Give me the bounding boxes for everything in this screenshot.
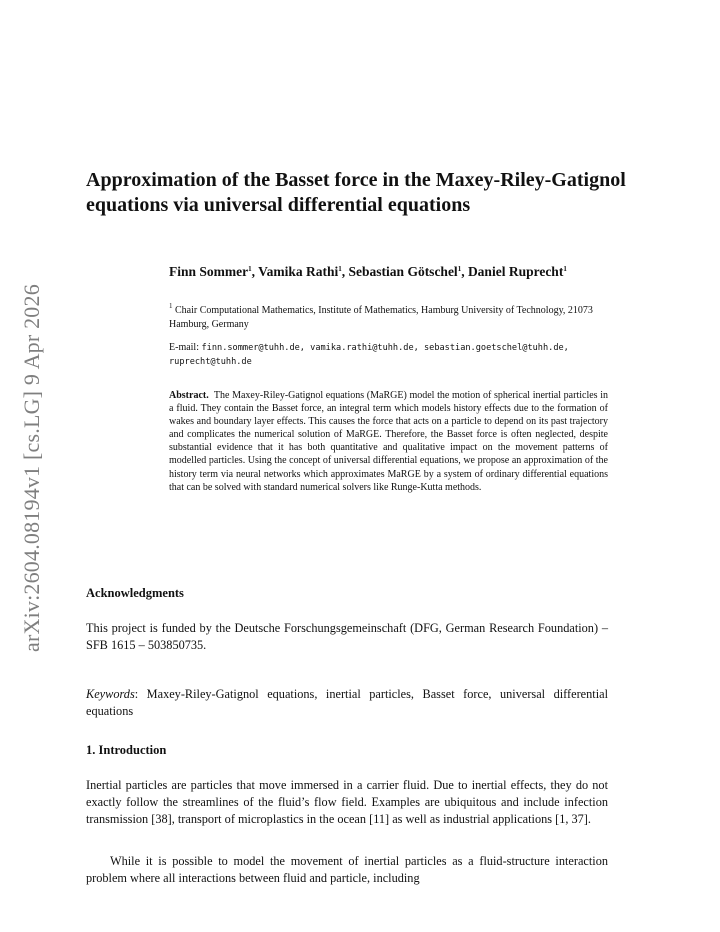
author-affiliation-mark: 1 bbox=[338, 265, 342, 273]
email-block bbox=[169, 341, 608, 369]
acknowledgments-heading: Acknowledgments bbox=[86, 586, 184, 600]
introduction-paragraph: While it is possible to model the movement of inertial particles as a fluid-structure interaction problem where all interactions between fluid and particle, including bbox=[86, 854, 608, 885]
affiliation-mark: 1 bbox=[169, 302, 173, 310]
keywords-text: : Maxey-Riley-Gatignol equations, inertial particles, Basset force, universal differential equations bbox=[86, 687, 608, 718]
affiliation-text: Chair Computational Mathematics, Institute of Mathematics, Hamburg University of Technology, 21073 Hamburg, Germany bbox=[169, 305, 593, 330]
author-name: Sebastian Götschel bbox=[348, 264, 458, 279]
introduction-paragraph: Inertial particles are particles that move immersed in a carrier fluid. Due to inertial effects, they do not exactly follow the streamlines of the fluid’s flow field. Examples are ubiquitous and include infection transmission [38], transport of microplastics in the ocean [11] as well as industrial applications [1, 37]. bbox=[86, 778, 608, 826]
abstract-label: Abstract. bbox=[169, 390, 209, 401]
author-affiliation-mark: 1 bbox=[248, 265, 252, 273]
abstract-text: The Maxey-Riley-Gatignol equations (MaRGE) model the motion of spherical inertial particles in a fluid. They contain the Basset force, an integral term which models history effects due to the formation of wakes and boundary layer effects. This causes the force that acts on a particle to depend on its past trajectory and complicates the numerical solution of MaRGE. Therefore, the Basset force is often neglected, despite substantial evidence that it has both quantitative and qualitative impact on the movement patterns of modelled particles. Using the concept of universal differential equations, we propose an approximation of the history term via neural networks which approximates MaRGE by a system of ordinary differential equations that can be solved with standard numerical solvers like Runge-Kutta methods. bbox=[169, 390, 608, 493]
paper-title: Approximation of the Basset force in the Maxey-Riley-Gatignol equations via universal differential equations bbox=[86, 169, 626, 216]
author-list: Finn Sommer$^1$, Vamika Rathi$^1$, Sebastian Götschel$^1$, Daniel Ruprecht$^1$ bbox=[169, 264, 567, 279]
keywords-label: Keywords bbox=[86, 687, 135, 701]
keywords bbox=[86, 686, 608, 720]
author-name: Daniel Ruprecht bbox=[467, 264, 564, 279]
acknowledgments-text: This project is funded by the Deutsche Forschungsgemeinschaft (DFG, German Research Foundation) – SFB 1615 – 503850735. bbox=[86, 621, 608, 652]
introduction-heading: 1. Introduction bbox=[86, 743, 167, 757]
author-name: Finn Sommer bbox=[169, 264, 249, 279]
author-name: Vamika Rathi bbox=[258, 264, 339, 279]
email-addresses: finn.sommer@tuhh.de, vamika.rathi@tuhh.de, sebastian.goetschel@tuhh.de, ruprecht@tuhh.de bbox=[169, 343, 569, 367]
author-affiliation-mark: 1 bbox=[563, 265, 567, 273]
affiliation bbox=[169, 304, 608, 332]
abstract bbox=[169, 389, 608, 494]
email-label: E-mail: bbox=[169, 342, 199, 353]
arxiv-identifier: arXiv:2604.08194v1 [cs.LG] 9 Apr 2026 bbox=[19, 284, 44, 652]
author-affiliation-mark: 1 bbox=[457, 265, 462, 273]
